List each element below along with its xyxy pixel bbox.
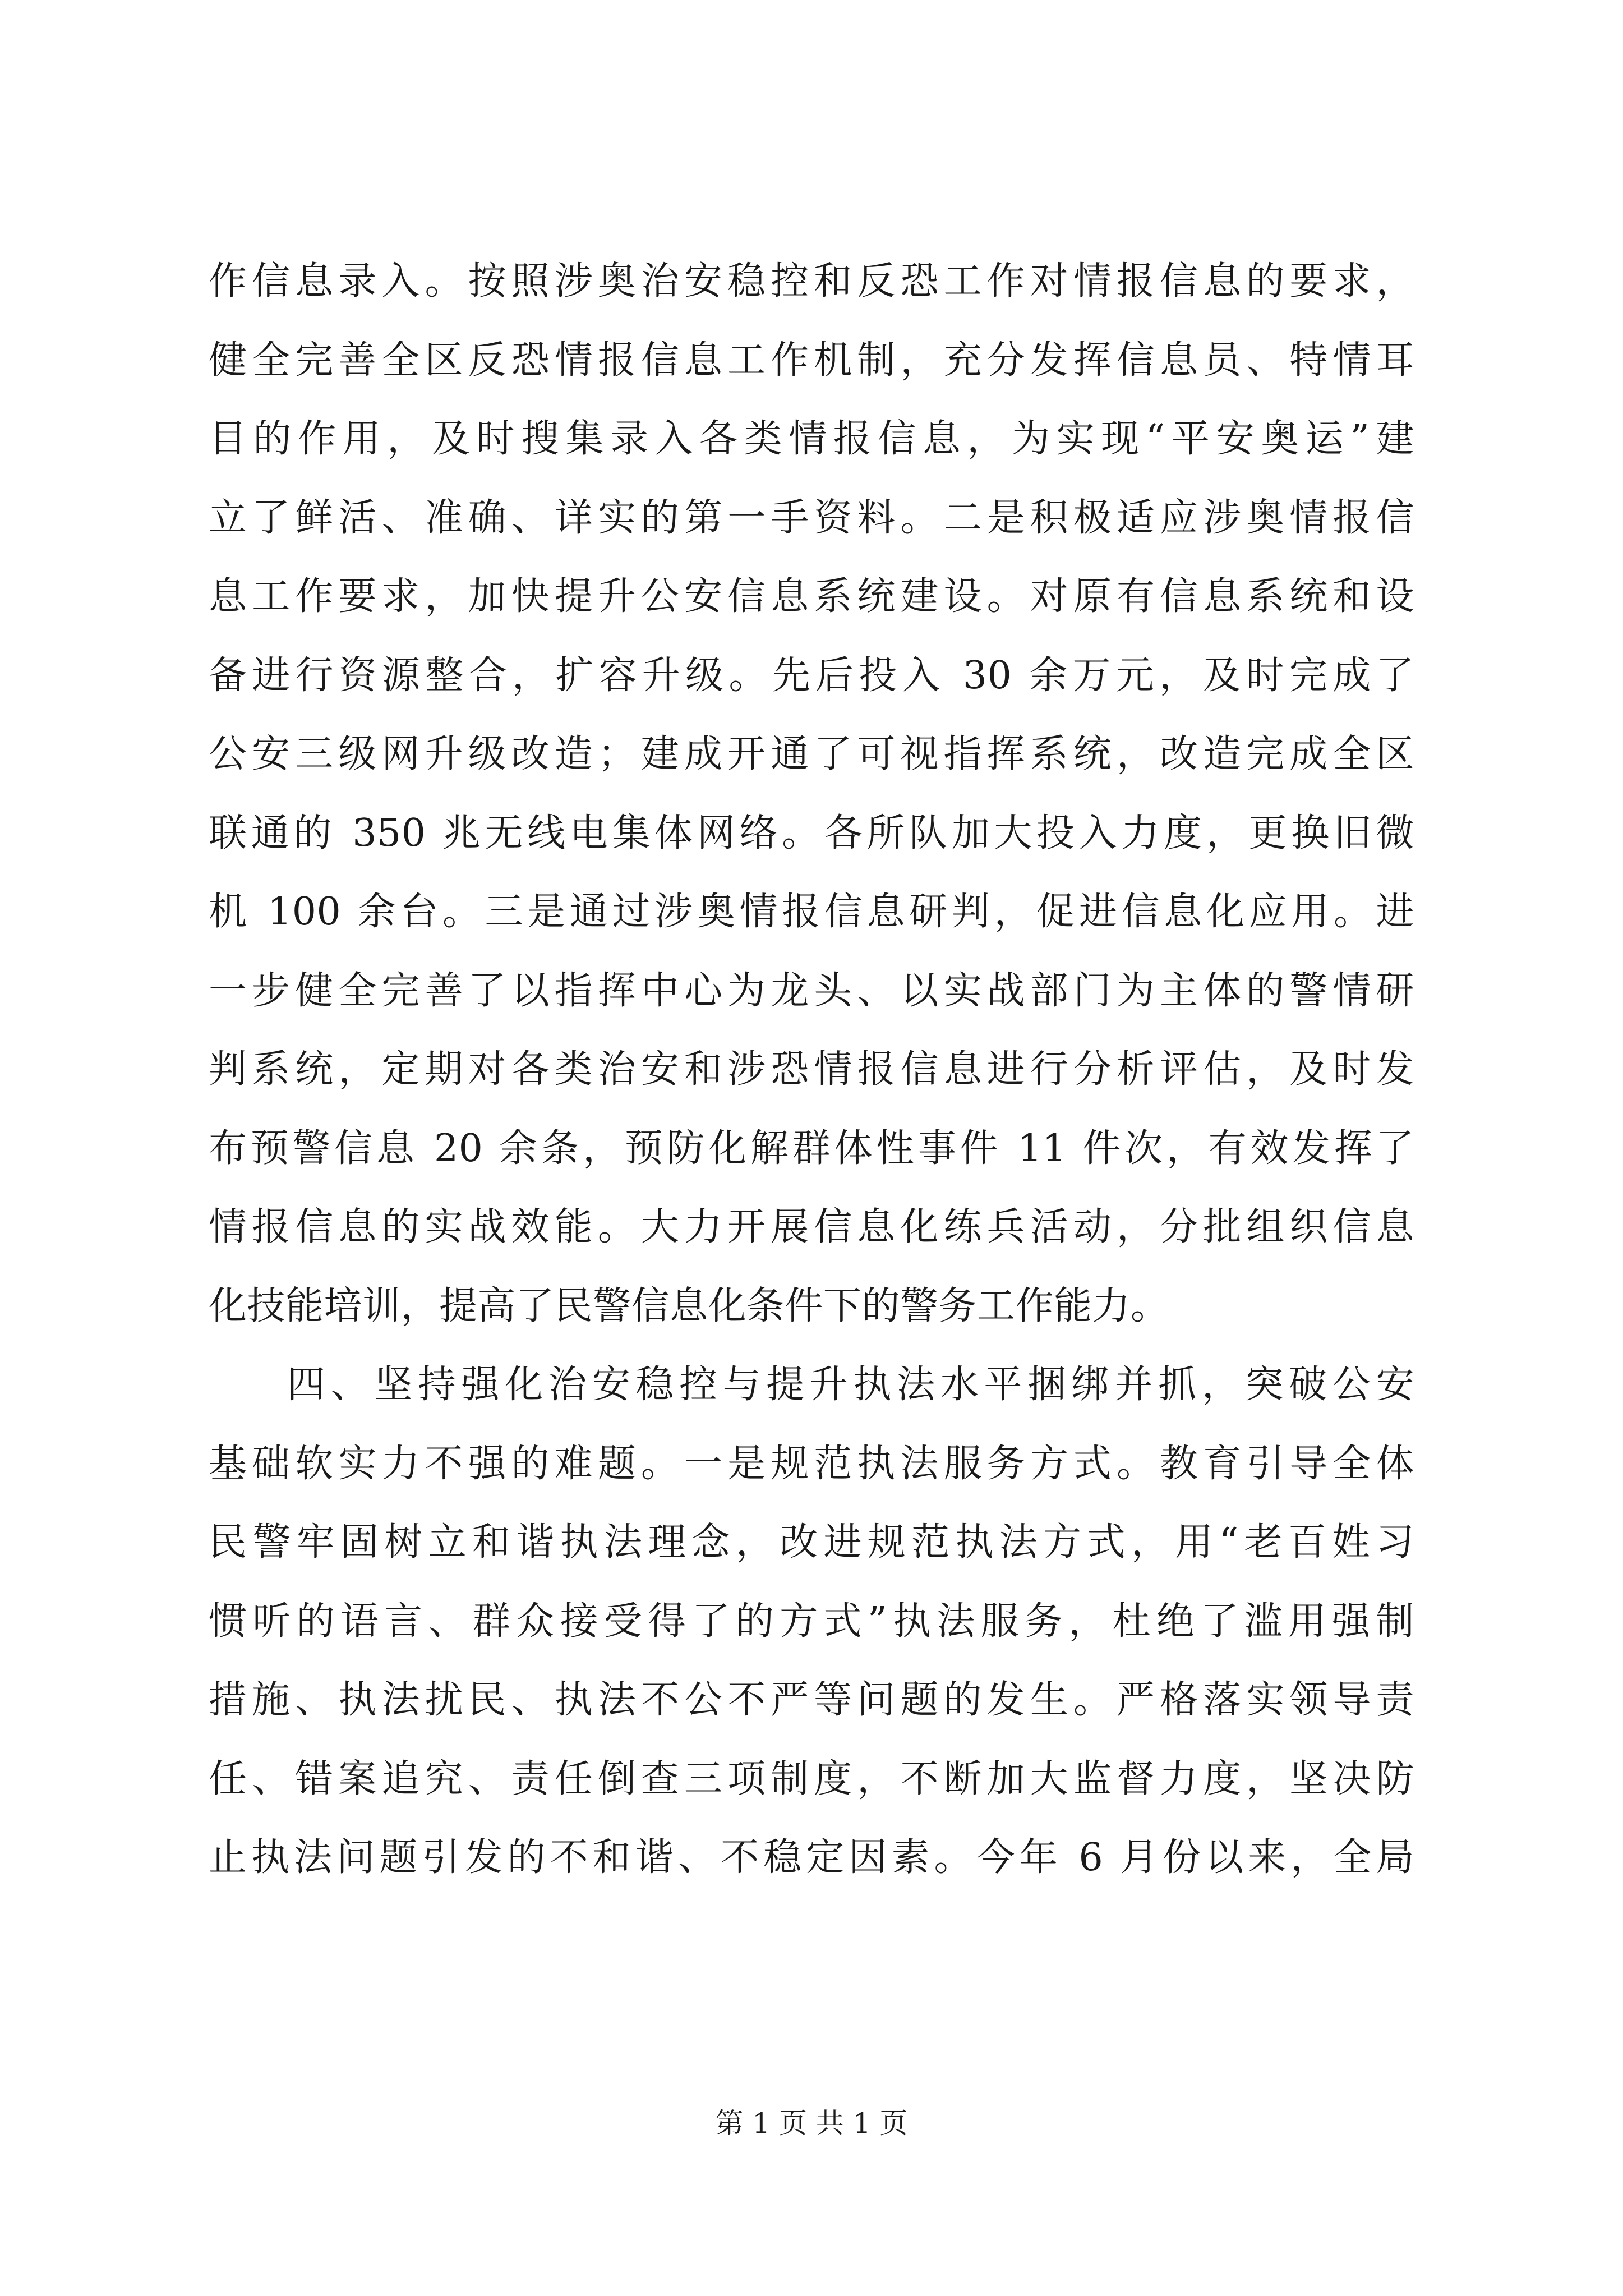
text-line: 公安三级网升级改造；建成开通了可视指挥系统，改造完成全区: [209, 732, 1414, 776]
text-line: 联通的 350 兆无线电集体网络。各所队加大投入力度，更换旧微: [209, 811, 1414, 855]
text-line: 一步健全完善了以指挥中心为龙头、以实战部门为主体的警情研: [209, 968, 1414, 1013]
text-line: 备进行资源整合，扩容升级。先后投入 30 余万元，及时完成了: [209, 653, 1414, 698]
text-line: 息工作要求，加快提升公安信息系统建设。对原有信息系统和设: [209, 574, 1414, 619]
document-body: [209, 242, 1414, 1898]
text-line: 机 100 余台。三是通过涉奥情报信息研判，促进信息化应用。进: [209, 890, 1414, 934]
text-line: 措施、执法扰民、执法不公不严等问题的发生。严格落实领导责: [209, 1678, 1414, 1722]
text-line: 情报信息的实战效能。大力开展信息化练兵活动，分批组织信息: [209, 1205, 1414, 1249]
text-line: 目的作用，及时搜集录入各类情报信息，为实现“平安奥运”建: [209, 417, 1414, 461]
text-line: 作信息录入。按照涉奥治安稳控和反恐工作对情报信息的要求，: [209, 259, 1414, 303]
text-line: 任、错案追究、责任倒查三项制度，不断加大监督力度，坚决防: [209, 1756, 1414, 1801]
text-line: 布预警信息 20 余条，预防化解群体性事件 11 件次，有效发挥了: [209, 1126, 1414, 1171]
text-line: 健全完善全区反恐情报信息工作机制，充分发挥信息员、特情耳: [209, 338, 1414, 383]
text-line: 民警牢固树立和谐执法理念，改进规范执法方式，用“老百姓习: [209, 1520, 1414, 1565]
paragraph-first-line: 四、坚持强化治安稳控与提升执法水平捆绑并抓，突破公安: [287, 1363, 1414, 1407]
page-number-footer: 第 1 页 共 1 页: [715, 2107, 908, 2139]
text-line: 惯听的语言、群众接受得了的方式”执法服务，杜绝了滥用强制: [209, 1599, 1414, 1644]
paragraph-end-line: 化技能培训，提高了民警信息化条件下的警务工作能力。: [209, 1283, 1169, 1328]
text-line: 基础软实力不强的难题。一是规范执法服务方式。教育引导全体: [209, 1441, 1414, 1486]
text-line: 立了鲜活、准确、详实的第一手资料。二是积极适应涉奥情报信: [209, 495, 1414, 540]
text-line: 判系统，定期对各类治安和涉恐情报信息进行分析评估，及时发: [209, 1047, 1414, 1092]
text-line: 止执法问题引发的不和谐、不稳定因素。今年 6 月份以来，全局: [209, 1835, 1414, 1880]
